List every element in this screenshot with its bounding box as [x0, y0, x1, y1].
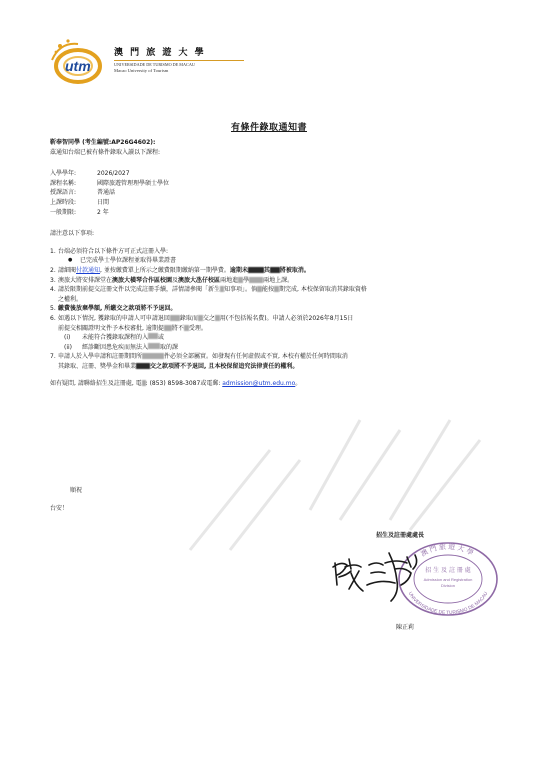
text-run: 學: [243, 276, 250, 284]
info-value: 國際旅遊管理理學碩士學位: [97, 179, 170, 187]
text-run: 其錄取、註冊、獎學金和畢業: [58, 362, 137, 370]
redacted-text: [249, 277, 263, 283]
university-logo: [48, 32, 238, 92]
seal-division-en-1: Admission and Registration: [423, 577, 473, 582]
redacted-text: [148, 333, 158, 339]
info-row-year: [50, 169, 500, 179]
info-value: 日間: [97, 198, 110, 206]
university-name-cn: 澳 門 旅 遊 大 學: [114, 48, 206, 58]
student-line: 靳奉智同學 (考生編號:AP26G4602):: [50, 139, 156, 146]
text-run: 及: [172, 276, 179, 284]
notes-heading: 請注意以下事項:: [50, 230, 95, 238]
text-run: 申請人於入學申請和註冊期間所: [58, 353, 143, 361]
redacted-text: [270, 267, 280, 273]
info-row-duration: [50, 208, 500, 218]
list-number: 3.: [50, 276, 56, 284]
text-run: 錄取而: [179, 314, 198, 322]
bullet-row: [58, 256, 500, 266]
redacted-text: [198, 315, 203, 321]
contact-line: [50, 379, 500, 389]
list-number: 7.: [50, 353, 56, 361]
redacted-text: [274, 286, 279, 292]
redacted-text: [248, 267, 264, 273]
text-run: 取的課: [160, 343, 179, 351]
university-name-en: Macao University of Tourism: [114, 68, 169, 73]
list-item: [50, 352, 500, 371]
seal-division-cn: 招 生 及 註 冊 處: [425, 567, 471, 574]
bullet-text: 已完成學士學位課程並取得畢業證書: [80, 257, 177, 265]
info-row-program: [50, 179, 500, 189]
text-run: 未能符合獲錄取課程的入: [82, 334, 149, 342]
text-run: 用(不包括報名費)。申請人必須於2026年8月15日: [219, 314, 354, 322]
info-row-session: [50, 198, 500, 208]
sub-number: (i): [64, 334, 71, 342]
text-run: 如遇以下情況, 獲錄取的申請人可申請退回: [58, 314, 170, 322]
text-run: 經診斷因患危疾而無法入: [82, 343, 149, 351]
redacted-text: [142, 380, 146, 386]
redacted-text: [238, 277, 243, 283]
list-text: 台端必須符合以下條件方可正式註冊入學:: [58, 247, 169, 255]
text-run: 澳旅大氹仔校區: [178, 276, 221, 284]
text-run: 前提交相關證明文件予本校審批, 逾期提: [58, 324, 164, 332]
redacted-text: [257, 286, 262, 292]
seal-top-text: 澳門旅遊大學: [419, 542, 477, 559]
list-number: 5.: [50, 305, 56, 313]
redacted-text: [148, 343, 160, 349]
text-run: 其: [263, 266, 270, 274]
redacted-text: [220, 286, 224, 292]
handwritten-signature: [325, 545, 435, 605]
list-item: [50, 276, 500, 286]
text-run: 將被取消。: [279, 266, 310, 274]
text-run: 兩地進: [220, 276, 239, 284]
redacted-text: [215, 315, 220, 321]
list-number: 2.: [50, 266, 56, 274]
sub-number: (ii): [64, 343, 73, 351]
redacted-text: [184, 325, 189, 331]
intro-line: 茲通知台端已被有條件錄取入讀以下課程:: [50, 148, 161, 156]
redacted-text: [142, 353, 164, 359]
list-text: 繳費後放棄學額, 所繳交之款項將不予退回。: [58, 305, 177, 313]
university-name-block: [114, 48, 244, 74]
seal-bottom-text: UNIVERSIDADE DE TURISMO DE MACAU: [406, 591, 490, 617]
text-run: 。: [295, 380, 302, 388]
text-run: 兩地上課。: [263, 276, 294, 284]
closing-salutation: 順祝: [70, 487, 83, 494]
program-info: [50, 169, 500, 217]
utm-emblem-icon: [48, 32, 110, 90]
signatory-name: 陳正莉: [396, 624, 415, 631]
sub-item: [58, 333, 500, 343]
info-label: 課程名稱:: [50, 179, 77, 187]
list-number: 4.: [50, 286, 56, 294]
list-item: [50, 314, 500, 352]
signatory-title: 招生及註冊處處長: [376, 532, 425, 539]
text-run: 之權利。: [58, 295, 83, 303]
bullet-icon: ●: [68, 257, 73, 264]
info-label: 一般期限:: [50, 208, 77, 216]
info-value: 2026/2027: [97, 170, 130, 178]
text-run: 交之款項將不予退回, 且本校保留追究法律責任的權利。: [150, 362, 299, 370]
email-link[interactable]: admission@utm.edu.mo: [222, 380, 296, 388]
info-label: 授課語言:: [50, 189, 77, 197]
text-run: 受理。: [188, 324, 207, 332]
seal-division-en-2: Division: [440, 583, 456, 588]
text-run: 逾期未: [229, 266, 248, 274]
text-run: 件必須全部屬實。如發現有任何虛假或不實, 本校有權於任何時間取消: [164, 353, 348, 361]
text-run: 澳旅大橫琴合作區校園: [112, 276, 173, 284]
list-number: 6.: [50, 314, 56, 322]
text-run: 或: [158, 334, 165, 342]
list-item: [50, 266, 500, 276]
text-run: 將不: [171, 324, 184, 332]
closing-wish: 台安！: [50, 505, 69, 512]
text-run: 交之: [202, 314, 215, 322]
list-number: 1.: [50, 247, 56, 255]
text-run: 能按: [262, 286, 275, 294]
text-run: 請細閱: [58, 266, 77, 274]
svg-text:utm: utm: [65, 58, 91, 74]
document-title: 有條件錄取通知書: [230, 123, 307, 133]
redacted-text: [170, 315, 180, 321]
info-value: 2 年: [97, 208, 109, 216]
text-run: 如有疑問, 請聯絡招生及註冊處, 電: [50, 380, 142, 388]
list-item: [50, 304, 500, 314]
university-name-pt: UNIVERSIDADE DE TURISMO DE MACAU: [114, 60, 244, 68]
list-item: [50, 247, 500, 266]
text-run: , 並按繳費單上所示之繳費限期繳納第一期學費。: [100, 266, 230, 274]
text-run: : (853) 8598-3087或電郵:: [145, 380, 223, 388]
redacted-text: [164, 325, 172, 331]
info-label: 入學學年:: [50, 170, 77, 178]
redacted-text: [136, 363, 150, 369]
info-row-language: [50, 188, 500, 198]
text-run: 知事項」。倘: [224, 286, 258, 294]
payment-notice-link[interactable]: 付款通知: [76, 266, 101, 274]
text-run: 澳旅大將安排課堂在: [58, 276, 113, 284]
list-item: [50, 285, 500, 304]
sub-item: [58, 343, 500, 353]
text-run: 請於限期前提交註冊文件以完成註冊手續，詳情請參閱「新生: [58, 286, 221, 294]
info-label: 上課時段:: [50, 198, 77, 206]
letter-body: [50, 138, 500, 389]
info-value: 普通話: [97, 189, 116, 197]
text-run: 期完成, 本校保留取消其錄取資格: [279, 286, 367, 294]
